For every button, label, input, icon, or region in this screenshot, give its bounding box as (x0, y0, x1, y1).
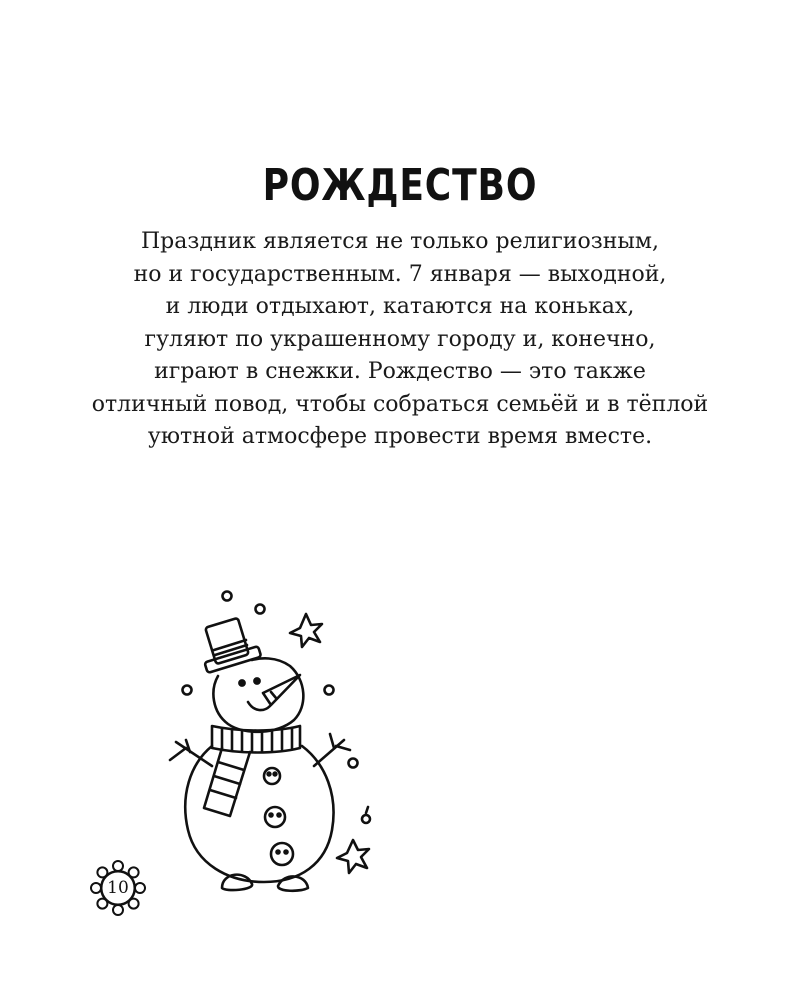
button-icon (264, 768, 280, 784)
snow-dot-icon (325, 686, 334, 695)
body-line: играют в снежки. Рождество — это также (154, 359, 646, 384)
button-icon (265, 807, 285, 827)
page-title: РОЖДЕСТВО (262, 160, 538, 211)
star-icon (290, 614, 322, 647)
scarf-icon (212, 726, 300, 753)
snowman-head (213, 658, 303, 732)
snow-dot-icon (256, 605, 265, 614)
foot-icon (222, 875, 252, 890)
body-paragraph (60, 226, 740, 454)
snow-dot-icon (223, 592, 232, 601)
body-line: Праздник является не только религиозным, (141, 229, 659, 254)
page-number: 10 (107, 878, 129, 898)
body-line: но и государственным. 7 января — выходной, (133, 261, 667, 287)
arm-branch-icon (176, 742, 212, 766)
snow-dot-icon (183, 686, 192, 695)
snowman-body (185, 746, 333, 882)
snow-dot-icon (349, 759, 358, 768)
body-line: и люди отдыхают, катаются на коньках, (165, 294, 635, 319)
arm-branch-icon (314, 740, 344, 766)
snowman-icon (150, 580, 390, 900)
body-line: гуляют по украшенному городу и, конечно, (144, 326, 656, 352)
body-line: отличный повод, чтобы собраться семьёй и в тёплой (91, 391, 709, 417)
button-icon (271, 843, 293, 865)
snow-dot-icon (362, 815, 370, 823)
body-line: уютной атмосфере провести время вместе. (147, 424, 653, 449)
star-icon (337, 840, 369, 873)
